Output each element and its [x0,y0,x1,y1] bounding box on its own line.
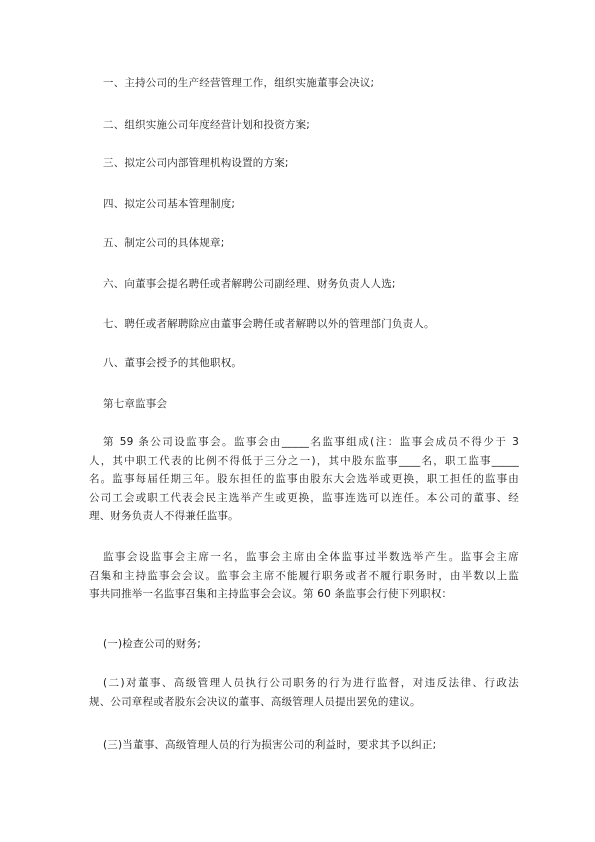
chairman-paragraph [89,548,519,604]
article-59-line-3: 名。监事每届任期三年。股东担任的监事由股东大会选举或更换，职工担任的监事由 [89,473,519,485]
article-59-line-5: 理、财务负责人不得兼任监事。 [89,510,239,522]
chairman-line-2: 召集和主持监事会会议。监事会主席不能履行职务或者不履行职务时，由半数以上监 [89,569,519,582]
article-59-line-4: 公司工会或职工代表会民主选举产生或更换，监事连选可以连任。本公司的董事、经 [89,491,519,504]
power-item-3: (三)当董事、高级管理人员的行为损害公司的利益时，要求其予以纠正; [103,739,437,751]
power-item-1: (一)检查公司的财务; [103,638,201,650]
chapter-title: 第七章监事会 [103,398,168,410]
list-item-2: 二、组织实施公司年度经营计划和投资方案; [103,119,311,131]
power-item-2 [89,674,519,711]
article-59-line-1: 第 59 条公司设监事会。监事会由_____名监事组成(注：监事会成员不得少于 3 [103,436,519,448]
list-item-5: 五、制定公司的具体规章; [103,237,225,249]
power-2-line-2: 规、公司章程或者股东会决议的董事、高级管理人员提出罢免的建议。 [89,695,421,708]
chairman-line-1: 监事会设监事会主席一名，监事会主席由全体监事过半数选举产生。监事会主席 [103,551,519,563]
list-item-1: 一、主持公司的生产经营管理工作，组织实施董事会决议; [103,77,375,89]
list-item-7: 七、聘任或者解聘除应由董事会聘任或者解聘以外的管理部门负责人。 [103,318,435,330]
power-2-line-1: (二)对董事、高级管理人员执行公司职务的行为进行监督，对违反法律、行政法 [103,677,519,689]
chairman-line-3: 事共同推举一名监事召集和主持监事会会议。第 60 条监事会行使下列职权： [89,588,453,600]
list-item-4: 四、拟定公司基本管理制度; [103,198,236,210]
list-item-8: 八、董事会授予的其他职权。 [103,357,243,369]
article-59-paragraph [89,433,519,526]
list-item-3: 三、拟定公司内部管理机构设置的方案; [103,157,289,169]
list-item-6: 六、向董事会提名聘任或者解聘公司副经理、财务负责人人选; [103,278,396,290]
article-59-line-2: 人，其中职工代表的比例不得低于三分之一)，其中股东监事____名，职工监事_____ [89,454,519,467]
